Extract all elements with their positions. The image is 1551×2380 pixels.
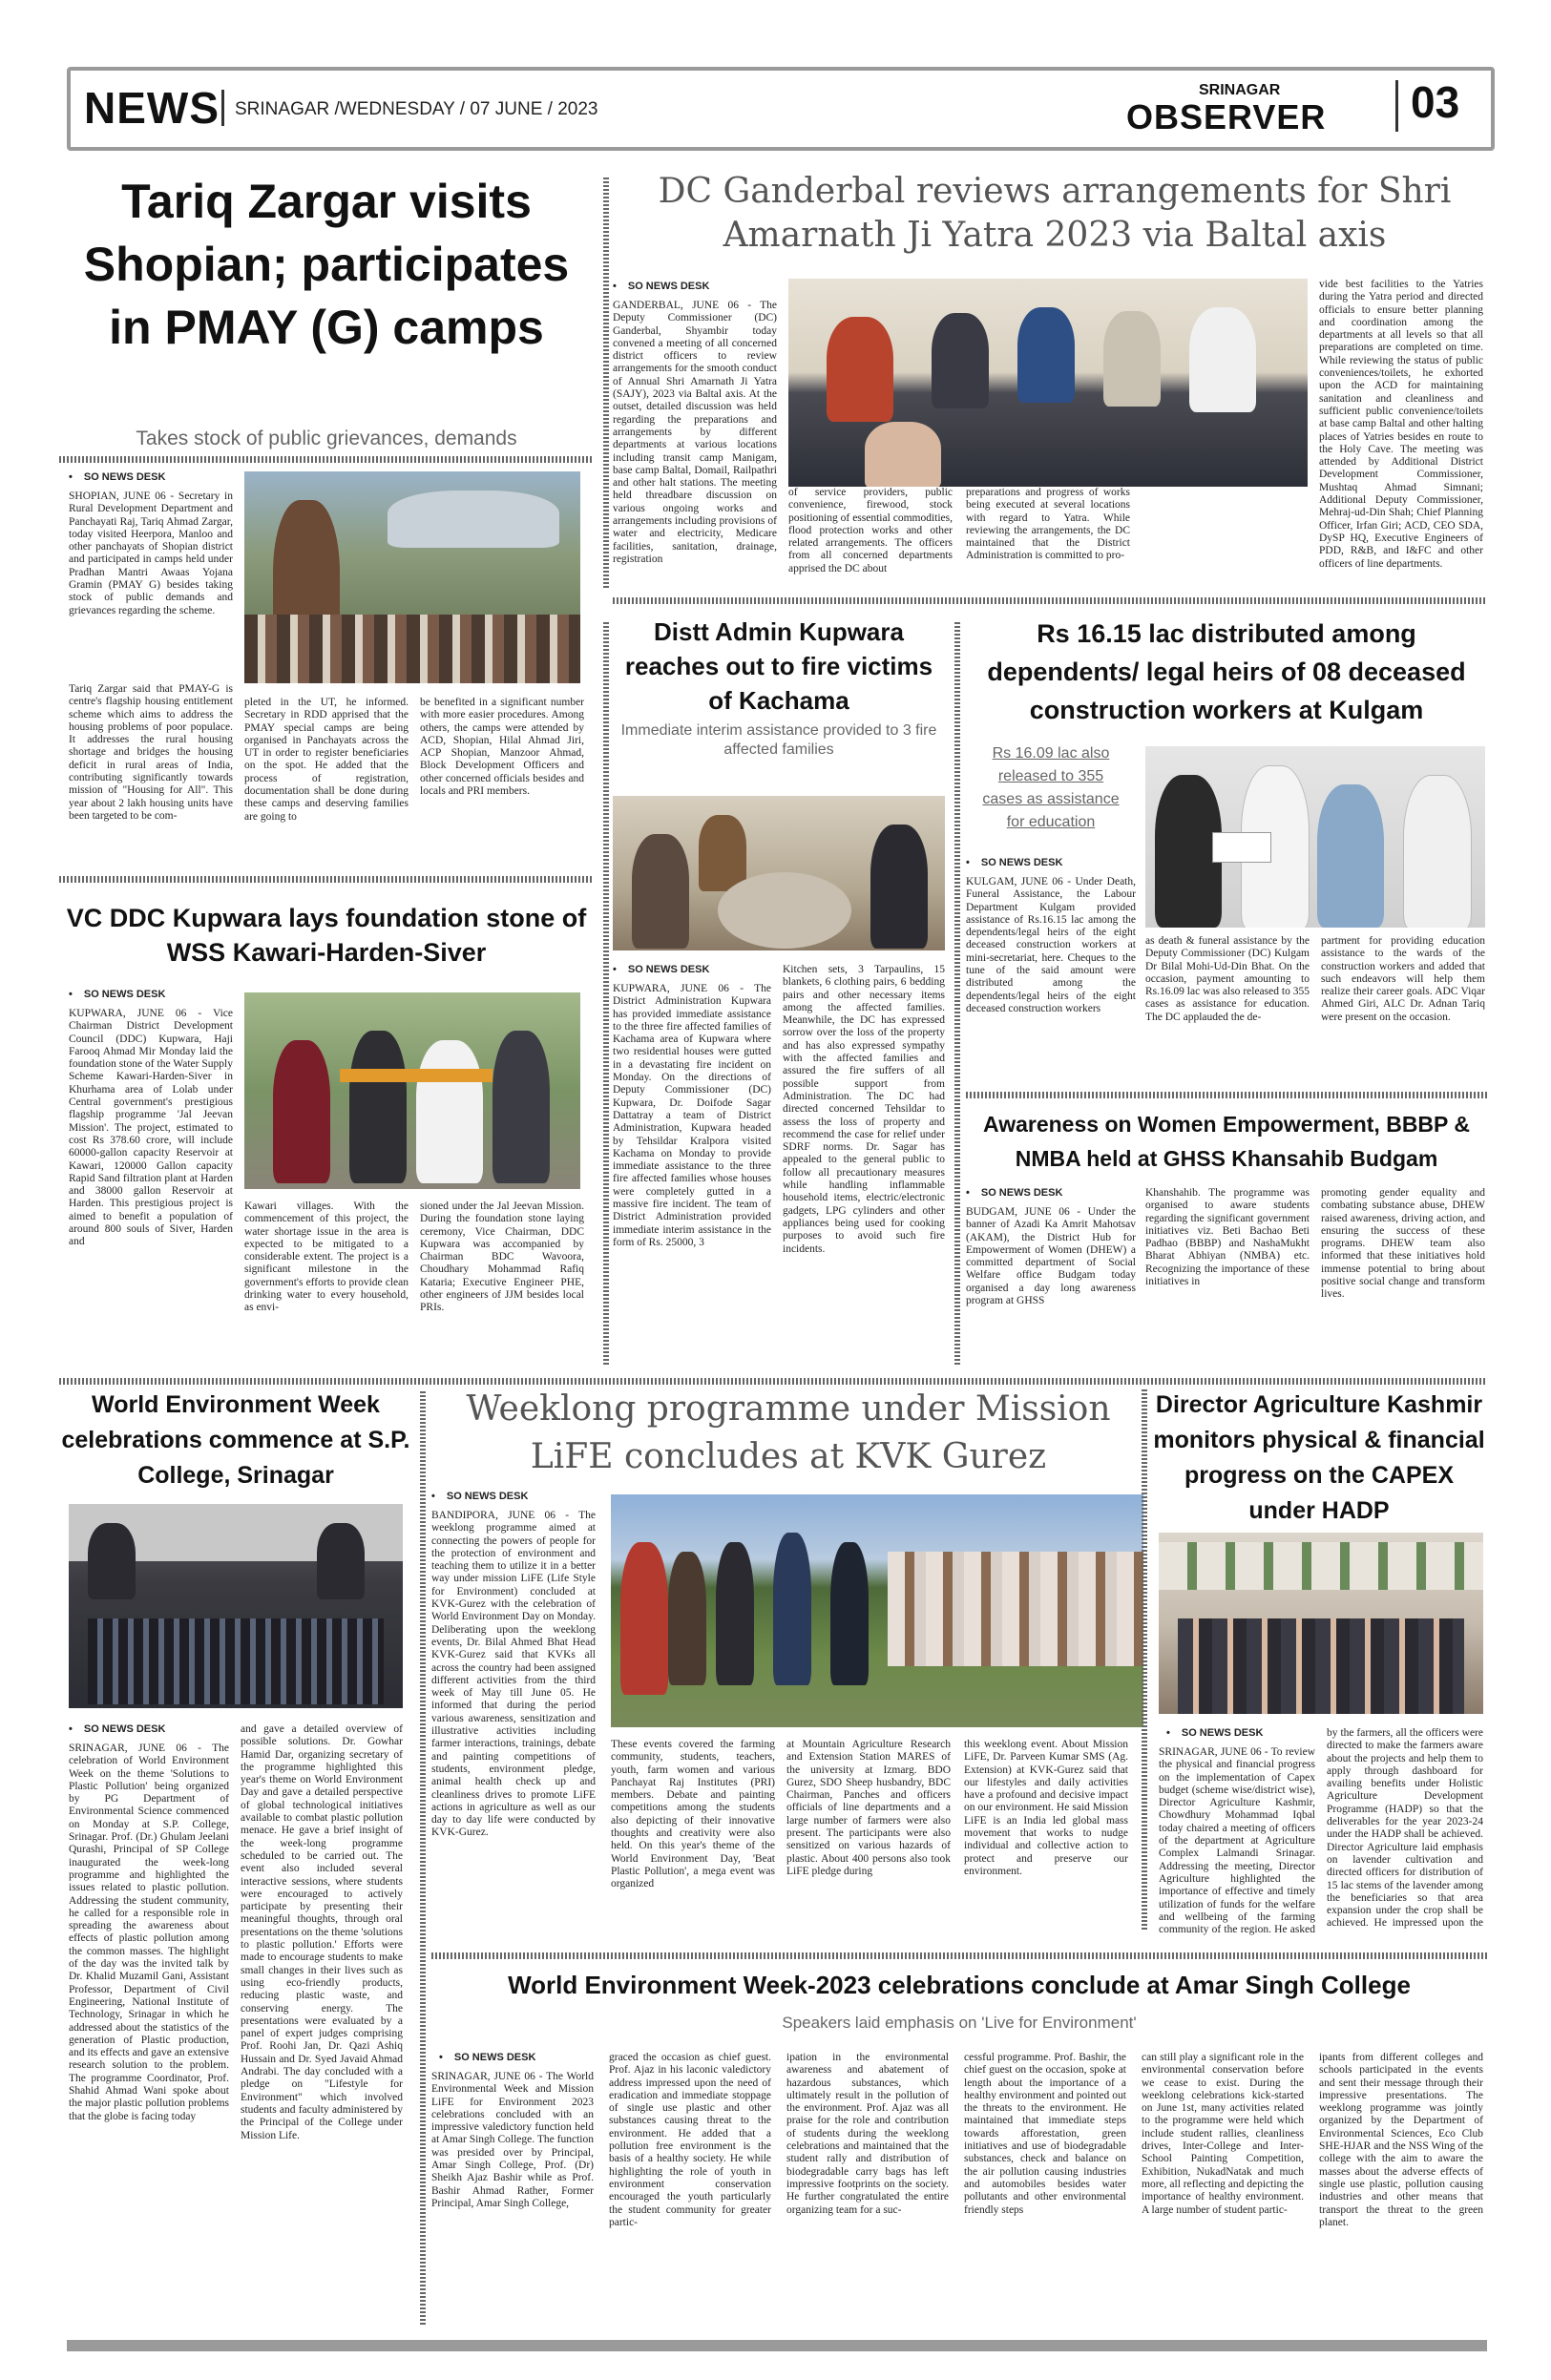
footer-bar — [67, 2340, 1487, 2351]
a5-col1: KULGAM, JUNE 06 - Under Death, Funeral Assistance, the Labour Department Kulgam provided assistance of Rs.16.15 lac among the dependents/legal heirs of the eight deceased construction workers at mini-secretariat, here. Cheques to the tune of the said amount were distributed among the dependents/legal heirs of the eight deceased construction workers — [966, 876, 1136, 1014]
section-label: NEWS — [84, 83, 220, 133]
a10-col3: ipation in the environmental awareness and abatement of hazardous substances, which ultimately result in the pollution of the environment. Prof. Ajaz was all praise for the role and contribution of students during the weeklong celebrations and maintained that the student rally and distribution of biodegradable carry bags has left impressive footprints on the society. He further congratulated the entire organizing team for a suc- — [786, 2052, 949, 2216]
a2-col3: preparations and progress of works being executed at several locations with regard to Yatra. While reviewing the arrangements, the DC maintained that the District Administration is committed to pro- — [966, 487, 1130, 562]
a10-headline: World Environment Week-2023 celebrations conclude at Amar Singh College — [508, 1971, 1411, 1999]
column-rule — [954, 620, 960, 1365]
a9-byline: • SO NEWS DESK — [1166, 1727, 1263, 1739]
a3-byline: • SO NEWS DESK — [69, 989, 165, 1000]
a4-subhead: Immediate interim assistance provided to 3 fire affected families — [620, 722, 937, 758]
paper-city: SRINAGAR — [1199, 82, 1281, 98]
a10-col6: ipants from different colleges and schools participated in the events and sent their message through their impressive presentations. The weeklong programme was jointly organized by the Department of Environmental Sciences, Eco Club SHE-HJAR and the NSS Wing of the college with the aim to aware the masses about the adverse effects of single use plastic, pollution causing industries and other means that transport the threat to the green planet. — [1319, 2052, 1483, 2228]
a10-byline: • SO NEWS DESK — [439, 2052, 535, 2063]
a7-col2: and gave a detailed overview of possible solutions. Dr. Gowhar Hamid Dar, organizing secretary of the programme highlighted this year's theme on World Environment Day and gave a detailed perspective of global technological initiatives available to combat plastic pollution menace. He gave a brief insight of the week-long programme scheduled to be carried out. The event also included several interactive sessions, where students were encouraged to actively participate by presenting their meaningful thoughts, through oral presentations on the theme 'solutions to plastic pollution.' Efforts were made to encourage students to make small changes in their lives such as using eco-friendly products, reducing plastic waste, and conserving energy. The presentations were evaluated by a panel of expert judges comprising Prof. Roohi Jan, Dr. Qazi Ashiq Hussain and Dr. Syed Javaid Ahmad Andrabi. The day concluded with a pledge on "Lifestyle for Environment" which involved students and faculty administered by the Principal of the College under Mission Life. — [241, 1723, 403, 2141]
separator — [59, 876, 594, 883]
a5-subhead: Rs 16.09 lac also released to 355 cases as assistance for education — [982, 745, 1120, 830]
column-rule — [420, 1389, 426, 2325]
a2-col4: vide best facilities to the Yatries during the Yatra period and directed officials to ensure better planning and coordination among the departments at all levels so that all preparations are completed on time. While reviewing the status of public conveniences/toilets, he exhorted upon the ACD for maintaining sanitation and cleanliness and sufficient public convenience/toilets at base camp Baltal and other halting places of Yatries besides en route to the Holy Cave. The meeting was attended by Additional District Development Commissioner, Mushtaq Ahmad Simnani; Additional Deputy Commissioner, Mehraj-ud-Din Shah; Chief Planning Officer, Irfan Giri; ACD, CEO SDA, DySP HQ, Executive Engineers of PDD, R&B, and I&FC and other officers of line departments. — [1319, 279, 1483, 570]
a4-photo — [613, 796, 945, 950]
a3-photo — [244, 992, 580, 1189]
a8-photo — [611, 1494, 1143, 1727]
a2-byline: • SO NEWS DESK — [613, 281, 709, 292]
separator — [613, 597, 1487, 604]
a4-byline: • SO NEWS DESK — [613, 964, 709, 975]
a10-col1: SRINAGAR, JUNE 06 - The World Environmental Week and Mission LiFE for Environment 2023 celebrations concluded with an impressive valedictory function held at Amar Singh College. The function was presided over by Principal, Amar Singh College, Prof. (Dr) Sheikh Ajaz Bashir while as Prof. Bashir Ahmad Rather, Former Principal, Amar Singh College, — [431, 2071, 594, 2209]
a1-col2: pleted in the UT, he informed. Secretary in RDD apprised that the PMAY special camps are being organised in Panchayats across the UT in order to register beneficiaries on the spot. He added that the process of registration, documentation shall be done during these camps and deserving families are going to — [244, 697, 409, 823]
a5-photo — [1145, 746, 1485, 928]
a2-col1: GANDERBAL, JUNE 06 - The Deputy Commissioner (DC) Ganderbal, Shyambir today convened a meeting of all concerned district officers to review arrangements for the smooth conduct of Annual Shri Amarnath Ji Yatra (SAJY), 2023 via Baltal axis. At the outset, detailed discussion was held regarding the preparations and arrangements by different departments at various locations including transit camp Manigam, base camp Baltal, Domail, Railpathri and other halt stations. The meeting held threadbare discussion on various ongoing works and arrangements including provisions of water and electricity, Medicare facilities, sanitation, drainage, registration — [613, 300, 777, 565]
a1-byline: • SO NEWS DESK — [69, 471, 165, 483]
a4-headline: Distt Admin Kupwara reaches out to fire victims of Kachama — [624, 617, 933, 715]
separator — [966, 1092, 1487, 1098]
separator — [431, 1952, 1487, 1959]
a2-headline: DC Ganderbal reviews arrangements for Shri Amarnath Ji Yatra 2023 via Baltal axis — [658, 172, 1452, 255]
a6-byline: • SO NEWS DESK — [966, 1187, 1062, 1199]
a8-headline: Weeklong programme under Mission LiFE concludes at KVK Gurez — [466, 1389, 1111, 1476]
column-rule — [603, 620, 609, 1365]
a8-byline: • SO NEWS DESK — [431, 1491, 528, 1502]
a1-col1: SHOPIAN, JUNE 06 - Secretary in Rural Development Department and Panchayati Raj, Tariq Ahmad Zargar, today visited Heerpora, Manloo and other panchayats of Shopian district and participated in camps held under Pradhan Mantri Awaas Yojana Gramin (PMAY G) besides taking stock of public demands and grievances regarding the scheme. — [69, 491, 233, 616]
column-rule — [603, 176, 609, 588]
a7-byline: • SO NEWS DESK — [69, 1723, 165, 1735]
a8-col4: this weeklong event. About Mission LiFE, Dr. Parveen Kumar SMS (Ag. Extension) at KVK-Gurez said that our lifestyles and daily activities have a profound and decisive impact on our environment. He said Mission LiFE is an India led global mass movement that works to nudge individual and collective action to protect and preserve our environment. — [964, 1739, 1128, 1877]
a5-col2: as death & funeral assistance by the Deputy Commissioner (DC) Kulgam Dr Bilal Mohi-Ud-Din Bhat. On the occasion, payment amounting to Rs.16.09 lac was also released to 355 cases as assistance for education. The DC applauded the de- — [1145, 935, 1310, 1023]
a1-col3: be benefited in a significant number with more easier procedures. Among others, the camps were attended by ACD, Shopian, Hilal Ahmad Jiri, ACP Shopian, Manzoor Ahmad, Block Development Officers and other concerned officials besides and locals and PRI members. — [420, 697, 584, 798]
a5-col3: partment for providing education assistance to the wards of the construction workers and added that such endeavors will help them realize their career goals. ADC Viqar Ahmed Giri, ALC Dr. Adnan Tariq were present on the occasion. — [1321, 935, 1485, 1023]
a4-col2: Kitchen sets, 3 Tarpaulins, 15 blankets, 6 clothing pairs, 6 bedding pairs and other necessary items among the affected families. Meanwhile, the DC has expressed sorrow over the loss of the property and has also expressed sympathy with the affected families and assured the fire suffers of all possible support from Administration. The DC had directed concerned Tehsildar to assess the loss of property and recommend the case for relief under SDRF norms. Dr. Sagar has appealed to the general public to follow all precautionary measures while handling inflammable household items, electric/electronic gadgets, LPG cylinders and other appliances being used for cooking purposes to avoid such fire incidents. — [783, 964, 945, 1255]
a6-headline: Awareness on Women Empowerment, BBBP & NMBA held at GHSS Khansahib Budgam — [983, 1112, 1470, 1171]
column-rule — [1142, 1389, 1147, 1930]
a2-photo — [788, 279, 1308, 487]
a2-col2: of service providers, public convenience, firewood, stock positioning of essential commodities, flood protection works and other related arrangements. The officers from all concerned departments apprised the DC about — [788, 487, 953, 574]
a8-col1: BANDIPORA, JUNE 06 - The weeklong programme aimed at connecting the powers of people for the protection of environment and teaching them to utilize it in a better way under mission LiFE (Life Style for Environment) concluded at KVK-Gurez with the celebration of World Environment Day on Monday. Deliberating upon the weeklong events, Dr. Bilal Ahmed Bhat Head KVK-Gurez said that KVKs all across the country had been assigned different activities from the third week of May till June 05. He informed that during the period various awareness, sensitization and illustrative activities including farmer interactions, trainings, debate and painting competitions of students, environment pledge, animal health check up and cleanliness drives to promote LiFE actions in agriculture as well as our day to day life were conducted by KVK-Gurez. — [431, 1510, 596, 1839]
a6-col1: BUDGAM, JUNE 06 - Under the banner of Azadi Ka Amrit Mahotsav (AKAM), the District Hub for Empowerment of Women (DHEW) a committed department of Social Welfare office Budgam today organised a day long awareness program at GHSS — [966, 1206, 1136, 1307]
a3-headline: VC DDC Kupwara lays foundation stone of WSS Kawari-Harden-Siver — [66, 904, 587, 967]
a7-col1: SRINAGAR, JUNE 06 - The celebration of World Environment Week on the theme 'Solutions to Plastic Pollution' being organized by PG Department of Environmental Science commenced on Monday at S.P. College, Srinagar. Prof. (Dr.) Ghulam Jeelani Qurashi, Principal of SP College inaugurated the week-long programme and highlighted the issues related to plastic pollution. Addressing the student community, he called for a responsible role in spreading the awareness about effects of plastic pollution among the common masses. The highlight of the day was the invited talk by Dr. Khalid Muzamil Gani, Assistant Professor, Department of Civil Engineering, National Institute of Technology, Srinagar in which he addressed about the statistics of the generation of Plastic production, and its effects and gave an extensive research solution to the problem. The programme Coordinator, Prof. Shahid Ahmad Wani spoke about the major plastic pollution problems that the globe is facing today — [69, 1743, 229, 2122]
a10-subhead: Speakers laid emphasis on 'Live for Environment' — [782, 2014, 1137, 2032]
a9-col1: SRINAGAR, JUNE 06 - To review the physical and financial progress on the implementation of Capex budget (scheme wise/district wise), Director Agriculture Kashmir, Chowdhury Mohammad Iqbal today chaired a meeting of officers of the department at Agriculture Complex Lalmandi Srinagar. Addressing the meeting, Director Agriculture highlighted the importance of effective and timely utilization of funds for the welfare and wellbeing of the farming community of the region. He asked — [1159, 1746, 1315, 1936]
masthead-divider — [1395, 80, 1398, 132]
dateline: SRINAGAR /WEDNESDAY / 07 JUNE / 2023 — [235, 99, 598, 119]
a10-col4: cessful programme. Prof. Bashir, the chief guest on the occasion, spoke at length about the importance of a healthy environment and pointed out the threats to the environment. He maintained that immediate steps towards afforestation, green initiatives and use of biodegradable substances, check and balance on the air pollution causing industries and automobiles besides water pollutants and other environmental friendly steps — [964, 2052, 1126, 2216]
a4-col1: KUPWARA, JUNE 06 - The District Administration Kupwara has provided immediate assistance to the three fire affected families of Kachama area of Kupwara where two residential houses were gutted in a devastating fire incident on Monday. On the directions of Deputy Commissioner (DC) Kupwara, Dr. Doifode Sagar Dattatray a team of District Administration, Kupwara headed by Tehsildar Kralpora visited Kachama on Monday to provide immediate assistance to the three fire affected families whose houses were completely gutted in a massive fire incident. The team of District Administration provided immediate interim assistance in the form of Rs. 25000, 3 — [613, 983, 771, 1248]
a8-col3: at Mountain Agriculture Research and Extension Station MARES of the university at Izmarg. BDO Gurez, SDO Sheep husbandry, BDC Chairman, Panches and officers officials of line departments and a large number of farmers were also present. The participants were also sensitized on various hazards of plastic. About 400 persons also took LiFE pledge during — [786, 1739, 951, 1877]
a9-photo — [1159, 1533, 1483, 1714]
a1-subhead: Takes stock of public grievances, demands — [136, 428, 517, 449]
a5-byline: • SO NEWS DESK — [966, 857, 1062, 868]
a3-col2: Kawari villages. With the commencement of this project, the water shortage issue in the area is expected to be mitigated to a considerable extent. The project is a significant milestone in the government's efforts to provide clean drinking water to every household, as envi- — [244, 1200, 409, 1314]
masthead-divider — [221, 90, 224, 126]
a3-col3: sioned under the Jal Jeevan Mission. During the foundation stone laying ceremony, Vice Chairman, DDC Kupwara was accompanied by Chairman BDC Wavoora, Choudhary Mohammad Rafiq Kataria; Executive Engineer PHE, other engineers of JJM besides local PRIs. — [420, 1200, 584, 1314]
a7-headline: World Environment Week celebrations commence at S.P. College, Srinagar — [61, 1391, 410, 1489]
a3-col1: KUPWARA, JUNE 06 - Vice Chairman District Development Council (DDC) Kupwara, Haji Farooq Ahmad Mir Monday laid the foundation stone of the Water Supply Scheme Kawari-Harden-Siver in Khurhama area of Lolab under Central government's prestigious flagship programme 'Jal Jeevan Mission'. The project, estimated to cost Rs 378.60 crore, will include 60000-gallon capacity Reservoir at Kawari, 120000 Gallon capacity Rapid Sand filtration plant at Harden and 38000 gallon Reservoir at Harden. This prestigious project is aimed to benefit a population of around 800 souls of Siver, Harden and — [69, 1008, 233, 1248]
a6-col3: promoting gender equality and combating substance abuse, DHEW raised awareness, driving action, and ensuring the success of these programs. DHEW team also informed that these initiatives hold immense potential to bring about positive social change and transform lives. — [1321, 1187, 1485, 1301]
separator — [59, 456, 594, 463]
a5-headline: Rs 16.15 lac distributed among dependents/ legal heirs of 08 deceased construction workers at Kulgam — [987, 619, 1466, 724]
paper-logo: OBSERVER — [1126, 97, 1327, 136]
a8-col2: These events covered the farming community, students, teachers, youth, farm women and various Panchayat Raj Institutes (PRI) members. Debate and painting competitions among the students also depicting of their innovative thoughts and creativity were also held. On this year's theme of the World Environment Day, 'Beat Plastic Pollution', a mega event was organized — [611, 1739, 775, 1890]
a10-col2: graced the occasion as chief guest. Prof. Ajaz in his laconic valedictory address impressed upon the need of eradication and immediate stoppage of single use plastic and other substances causing threat to the environment. He added that a pollution free environment is the basis of a healthy society. He while highlighting the role of youth in environment conservation encouraged the youth particularly the student community for greater partic- — [609, 2052, 771, 2228]
a1-col1b: Tariq Zargar said that PMAY-G is centre's flagship housing entitlement scheme which aims to address the housing problems of poor populace. It addresses the rural housing shortage and bridges the housing deficit in rural areas of India, contributing significantly towards mission of "Housing for All". This year about 2 lakh housing units have been targeted to be com- — [69, 683, 233, 822]
a10-col5: can still play a significant role in the environmental conservation before we cease to exist. During the weeklong celebrations kick-started on June 1st, many activities related to the programme were held which include student rallies, cleanliness drives, Inter-College and Inter-School Painting Competition, Exhibition, NukadNatak and much more, all reflecting and depicting the importance of healthy environment. A large number of student partic- — [1142, 2052, 1304, 2216]
a7-photo — [69, 1504, 403, 1708]
a9-col2: by the farmers, all the officers were directed to make the farmers aware about the projects and help them to apply through dashboard for availing benefits under Holistic Agriculture Development Programme (HADP) so that the deliverables for the year 2023-24 under the HADP shall be achieved. Director Agriculture laid emphasis on lavender cultivation and directed officers for distribution of 15 lac stems of the lavender among the beneficiaries so that area expansion under the crop shall be achieved. He impressed upon the — [1327, 1727, 1483, 1930]
a1-headline: Tariq Zargar visits Shopian; participates in PMAY (G) camps — [83, 175, 570, 354]
a9-headline: Director Agriculture Kashmir monitors physical & financial progress on the CAPEX under HADP — [1153, 1391, 1485, 1524]
separator — [59, 1378, 1487, 1385]
page-number: 03 — [1411, 77, 1460, 127]
a1-photo — [244, 471, 580, 683]
a6-col2: Khanshahib. The programme was organised to aware students regarding the significant government initiatives viz. Beti Bachao Beti Padhao (BBBP) and NashaMukht Bharat Abhiyan (NMBA) etc. Recognizing the importance of these initiatives in — [1145, 1187, 1310, 1288]
